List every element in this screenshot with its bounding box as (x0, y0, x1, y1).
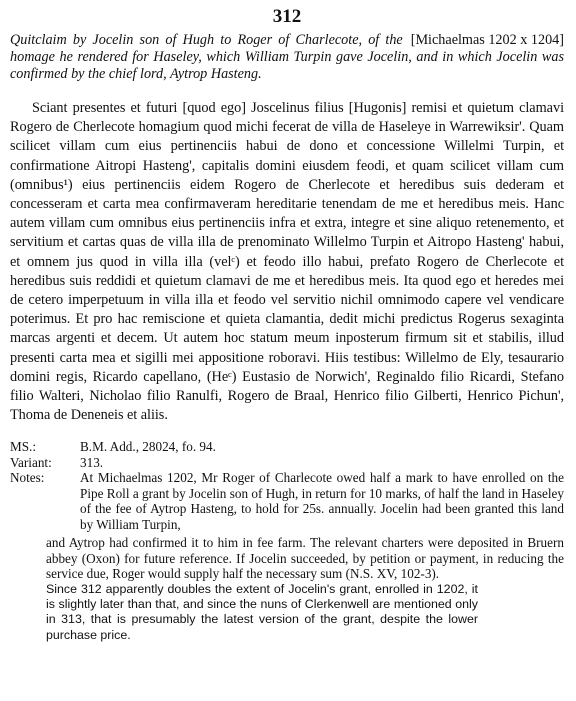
charter-text: Sciant presentes et futuri [quod ego] Joscelinus filius [Hugonis] remisi et quietum clamavi Rogero de Cherlecote homagium quod michi fecerat de villa de Haseleye in Warrewiksir'. Quam scilicet villam cum eius pertinenciis habui de dono et concessione Willelmi Turpin, et confirmatione Aitropi Hasteng', capitalis domini eiusdem feodi, et quam scilicet villam cum (omnibus¹) eius pertinenciis eidem Rogero de Cherlecote et heredibus suis dederam et concesseram et carta mea confirmaveram hereditarie tenendam de me et heredibus meis. Hanc autem villam cum omnibus eius pertinenciis infra et extra, integre et sine aliquo retenemento, et servitium et cartas quas de villa illa de prenominato Willelmo Turpin et Aitropo Hasteng' habui, et omnem jus quod in villa illa (velᶜ) et feodo illo habui, prefato Rogero de Cherlecote et heredibus suis reddidi et quietum clamavi de me et heredibus meis. Ita quod ego et heredes mei de cetero imperpetuum in villa illa et feodo vel servitio nichil omnimodo capere vel vendicare poterimus. Et pro hac remiscione et quieta clamantia, dedit michi predictus Rogerus sexaginta marcas argenti et decem. Ut autem hoc statum meum inposterum firmum sit et stabilis, illud presenti carta mea et sigilli mei appositione roboravi. Hiis testibus: Willelmo de Ely, tesaurario domini regis, Ricardo capellano, (Heᶜ) Eustasio de Norwich', Reginaldo filio Ricardi, Stefano filio Walteri, Nicholao filio Ranulfi, Rogero de Braal, Henrico filio Gilberti, Henrico Pichun', Thoma de Deneneis et aliis. (10, 100, 564, 424)
charter-heading (10, 32, 564, 83)
variant-row (10, 455, 564, 471)
variant-label: Variant: (10, 454, 52, 470)
notes-row (10, 470, 564, 532)
variant-value: 313. (80, 454, 104, 470)
ms-value: B.M. Add., 28024, fo. 94. (80, 439, 216, 455)
notes-value: At Michaelmas 1202, Mr Roger of Charlecote owed half a mark to have enrolled on the Pipe Roll a grant by Jocelin son of Hugh, in return for 10 marks, of half the land in Haseley of the fee of Aytrop Hasteng, to hold for 25s. annually. Jocelin had been granted this land by William Turpin, (80, 470, 564, 532)
notes-continued-b: Since 312 apparently doubles the extent of Jocelin's grant, enrolled in 1202, it is slightly later than that, and since the nuns of Clerkenwell are mentioned only in 313, that is presumably the latest version of the grant, despite the lower purchase price. (46, 581, 478, 642)
notes-label: Notes: (10, 470, 45, 486)
charter-date: [Michaelmas 1202 x 1204] (410, 32, 564, 48)
charter-summary: Quitclaim by Jocelin son of Hugh to Roger of Charlecote, of the homage he rendered for Haseley, which William Turpin gave Jocelin, and in which Jocelin was confirmed by the chief lord, Aytrop Hasteng. (10, 32, 564, 82)
ms-row (10, 439, 564, 455)
apparatus (10, 439, 564, 532)
notes-continued-a: and Aytrop had confirmed it to him in fee farm. The relevant charters were deposited in Bruern abbey (Oxon) for future reference. If Jocelin succeeded, by petition or payment, in reducing the service due, Roger would supply half the necessary sum (N.S. XV, 102-3). (46, 535, 564, 582)
ms-label: MS.: (10, 439, 37, 455)
page-number: 312 (272, 6, 302, 27)
